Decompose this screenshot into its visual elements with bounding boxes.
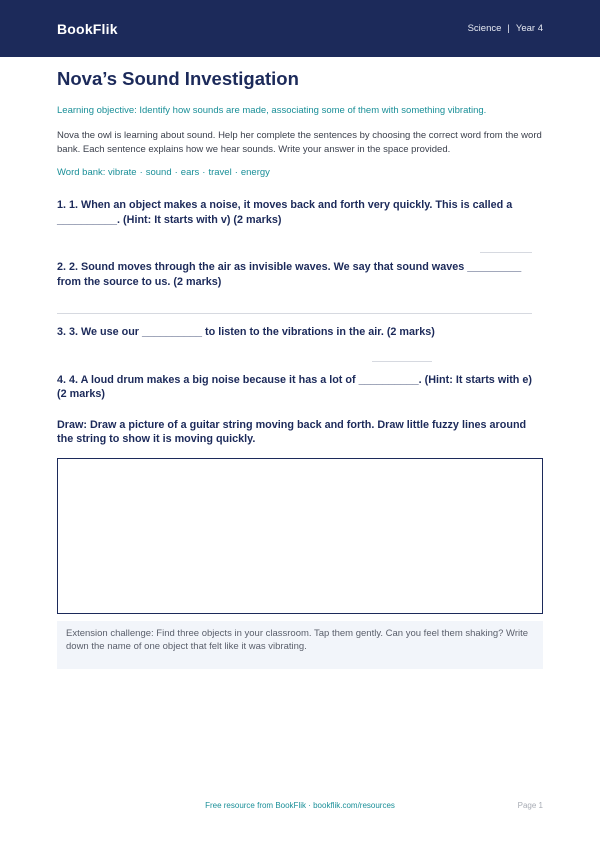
- answer-line-3[interactable]: [372, 361, 432, 362]
- learning-objective: Learning objective: Identify how sounds are made, associating some of them with something vibrating.: [57, 105, 487, 116]
- page-number: Page 1: [517, 801, 543, 810]
- footer-credit-link[interactable]: Free resource from BookFlik · bookflik.com/resources: [205, 801, 395, 810]
- word-bank-label: Word bank:: [57, 167, 106, 178]
- question-4: 4. 4. A loud drum makes a big noise because it has a lot of __________. (Hint: It starts with e) (2 marks): [57, 373, 533, 400]
- brand-logo[interactable]: BookFlik: [57, 20, 118, 37]
- worksheet-content: [57, 64, 543, 447]
- word-bank-word: vibrate: [108, 167, 137, 178]
- extension-challenge: Extension challenge: Find three objects in your classroom. Tap them gently. Can you feel them shaking? Write down the name of one object that felt like it was vibrating.: [57, 621, 543, 669]
- question-3: 3. 3. We use our __________ to listen to the vibrations in the air. (2 marks): [57, 326, 435, 338]
- subject-year: [468, 23, 543, 34]
- page-title: Nova’s Sound Investigation: [57, 68, 299, 89]
- answer-line-2[interactable]: [57, 313, 532, 314]
- word-bank: Word bank: vibrate · sound · ears · travel · energy: [57, 167, 270, 178]
- year-label: Year 4: [515, 23, 543, 34]
- intro-text: Nova the owl is learning about sound. Help her complete the sentences by choosing the correct word from the word bank. Each sentence explains how we hear sounds. Write your answer in the space provided.: [57, 130, 542, 155]
- word-bank-word: energy: [240, 167, 270, 178]
- answer-line-1[interactable]: [480, 252, 532, 253]
- subject-label: Science: [467, 23, 502, 34]
- word-bank-word: sound: [145, 167, 172, 178]
- draw-prompt: Draw: Draw a picture of a guitar string moving back and forth. Draw little fuzzy lines around the string to show it is moving quickly.: [57, 418, 527, 445]
- word-bank-word: ears: [180, 167, 200, 178]
- meta-separator: |: [507, 23, 510, 34]
- word-bank-word: travel: [208, 167, 232, 178]
- question-1: 1. 1. When an object makes a noise, it moves back and forth very quickly. This is called a __________. (Hint: It starts with v) (2 marks): [57, 199, 513, 226]
- header-bar: [0, 0, 600, 57]
- footer: [57, 801, 543, 813]
- drawing-area[interactable]: [57, 458, 543, 614]
- question-2: 2. 2. Sound moves through the air as invisible waves. We say that sound waves _________ from the source to us. (2 marks): [57, 261, 522, 288]
